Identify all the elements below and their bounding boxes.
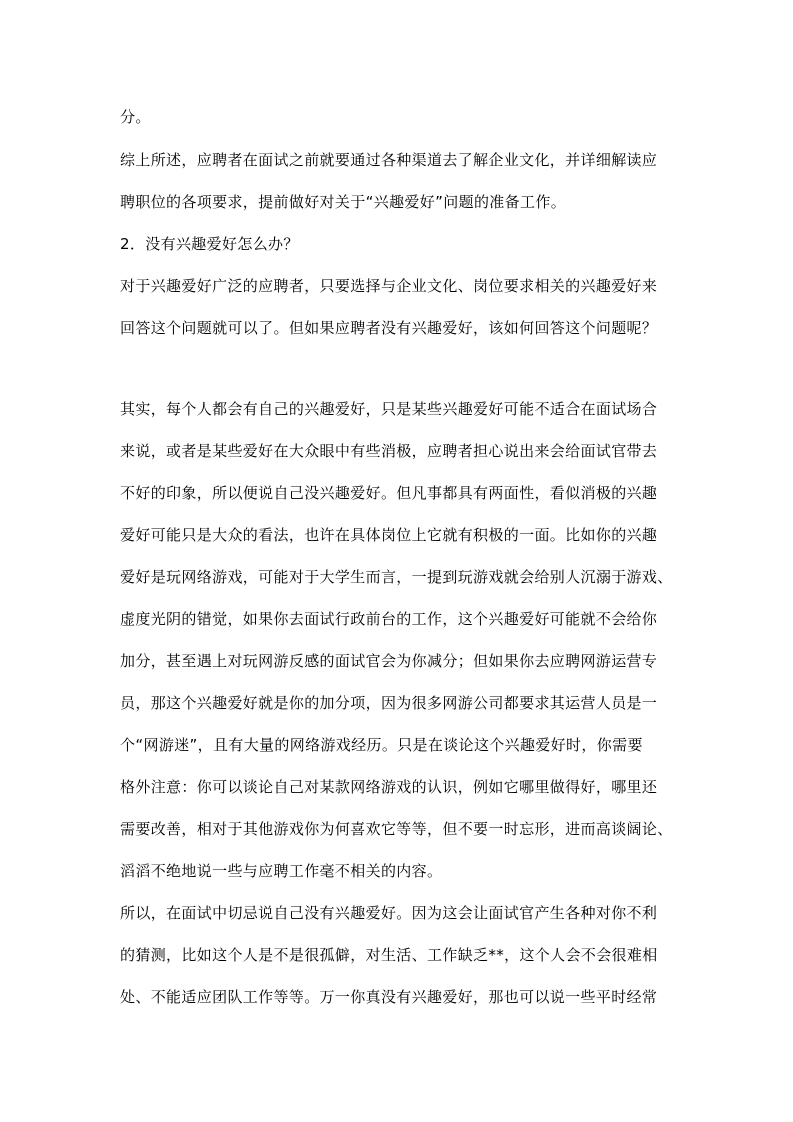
text-line: 处、不能适应团队工作等等。万一你真没有兴趣爱好，那也可以说一些平时经常 <box>120 988 658 1006</box>
section-heading: 2．没有兴趣爱好怎么办？ <box>120 235 299 253</box>
text-line: 其实，每个人都会有自己的兴趣爱好，只是某些兴趣爱好可能不适合在面试场合 <box>120 400 658 418</box>
text-line: 虚度光阴的错觉，如果你去面试行政前台的工作，这个兴趣爱好可能就不会给你 <box>120 610 658 628</box>
text-line: 所以，在面试中切忌说自己没有兴趣爱好。因为这会让面试官产生各种对你不利 <box>120 904 658 922</box>
text-line: 的猜测，比如这个人是不是很孤僻，对生活、工作缺乏**，这个人会不会很难相 <box>120 946 658 964</box>
text-line: 回答这个问题就可以了。但如果应聘者没有兴趣爱好，该如何回答这个问题呢？ <box>120 319 658 337</box>
text-line: 不好的印象，所以便说自己没兴趣爱好。但凡事都具有两面性，看似消极的兴趣 <box>120 484 658 502</box>
text-line: 加分，甚至遇上对玩网游反感的面试官会为你减分；但如果你去应聘网游运营专 <box>120 652 658 670</box>
text-line: 对于兴趣爱好广泛的应聘者，只要选择与企业文化、岗位要求相关的兴趣爱好来 <box>120 277 658 295</box>
text-line: 来说，或者是某些爱好在大众眼中有些消极，应聘者担心说出来会给面试官带去 <box>120 442 658 460</box>
text-line: 滔滔不绝地说一些与应聘工作毫不相关的内容。 <box>120 862 443 880</box>
text-line: 个“网游迷”，且有大量的网络游戏经历。只是在谈论这个兴趣爱好时，你需要 <box>120 736 643 754</box>
text-line: 聘职位的各项要求，提前做好对关于“兴趣爱好”问题的准备工作。 <box>120 193 567 211</box>
text-line: 员，那这个兴趣爱好就是你的加分项，因为很多网游公司都要求其运营人员是一 <box>120 694 658 712</box>
text-line: 格外注意：你可以谈论自己对某款网络游戏的认识，例如它哪里做得好，哪里还 <box>120 778 658 796</box>
text-line: 综上所述，应聘者在面试之前就要通过各种渠道去了解企业文化，并详细解读应 <box>120 151 658 169</box>
text-line: 爱好是玩网络游戏，可能对于大学生而言，一提到玩游戏就会给别人沉溺于游戏、 <box>120 568 673 586</box>
text-line: 分。 <box>120 108 151 126</box>
text-line: 需要改善，相对于其他游戏你为何喜欢它等等，但不要一时忘形，进而高谈阔论、 <box>120 820 673 838</box>
text-line: 爱好可能只是大众的看法，也许在具体岗位上它就有积极的一面。比如你的兴趣 <box>120 526 658 544</box>
